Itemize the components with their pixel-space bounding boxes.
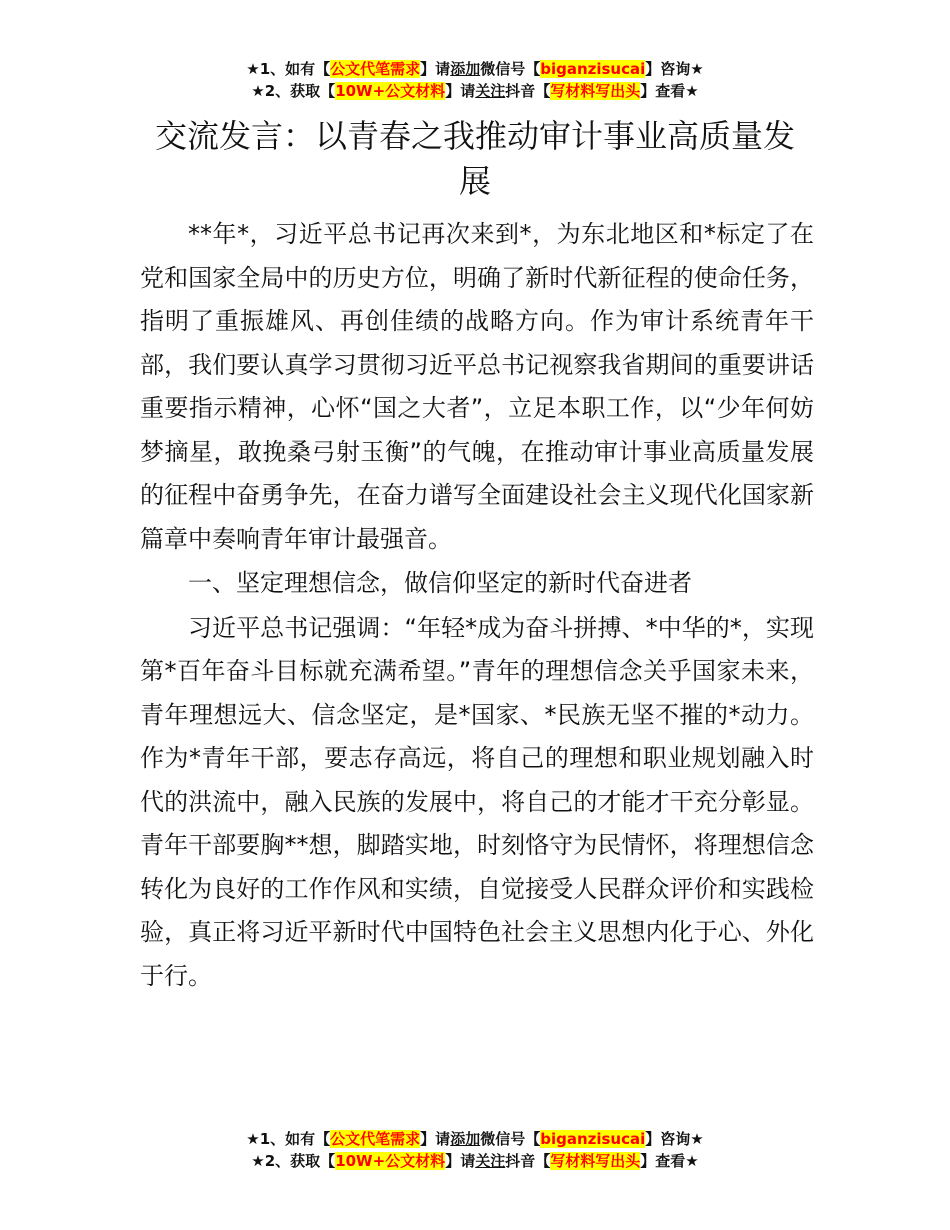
banner-text: 】请 bbox=[420, 60, 451, 78]
highlight-text: 10W+公文材料 bbox=[335, 82, 446, 100]
banner-line-2 bbox=[0, 80, 950, 102]
banner-text: 】请 bbox=[420, 1130, 451, 1148]
banner-line-2 bbox=[0, 1150, 950, 1172]
banner-text: ★2、获取【 bbox=[251, 82, 336, 100]
header-banner bbox=[0, 58, 950, 102]
banner-text: ★2、获取【 bbox=[251, 1152, 336, 1170]
highlight-text: 公文代笔需求 bbox=[330, 1130, 421, 1148]
highlight-text: 10W+公文材料 bbox=[335, 1152, 446, 1170]
banner-text: 微信号【 bbox=[480, 60, 541, 78]
banner-text: 】请 bbox=[445, 82, 476, 100]
wechat-id: biganzisucai bbox=[540, 1130, 646, 1148]
banner-text: ★1、如有【 bbox=[246, 60, 331, 78]
underlined-text: 关注 bbox=[475, 82, 506, 100]
footer-banner bbox=[0, 1128, 950, 1172]
section-heading: 一、坚定理想信念，做信仰坚定的新时代奋进者 bbox=[188, 569, 692, 597]
document-title: 交流发言：以青春之我推动审计事业高质量发展 bbox=[154, 117, 795, 200]
banner-text: 】查看★ bbox=[640, 82, 699, 100]
paragraph-section-1: 习近平总书记强调：“年轻*成为奋斗拼搏、*中华的*，实现第*百年奋斗目标就充满希望。”青年的理想信念关乎国家未来，青年理想远大、信念坚定，是*国家、*民族无坚不摧的*动力。作为*青年干部，要志存高远，将自己的理想和职业规划融入时代的洪流中，融入民族的发展中，将自己的才能才干充分彰显。青年干部要胸**想，脚踏实地，时刻恪守为民情怀，将理想信念转化为良好的工作作风和实绩，自觉接受人民群众评价和实践检验，真正将习近平新时代中国特色社会主义思想内化于心、外化于行。 bbox=[140, 613, 814, 990]
banner-text: 抖音【 bbox=[505, 82, 551, 100]
underlined-text: 添加 bbox=[450, 1130, 481, 1148]
banner-line-1 bbox=[0, 58, 950, 80]
underlined-text: 添加 bbox=[450, 60, 481, 78]
paragraph-intro: **年*，习近平总书记再次来到*，为东北地区和*标定了在党和国家全局中的历史方位，明确了新时代新征程的使命任务，指明了重振雄风、再创佳绩的战略方向。作为审计系统青年干部，我们要认真学习贯彻习近平总书记视察我省期间的重要讲话重要指示精神，心怀“国之大者”，立足本职工作，以“少年何妨梦摘星，敢挽桑弓射玉衡”的气魄，在推动审计事业高质量发展的征程中奋勇争先，在奋力谱写全面建设社会主义现代化国家新篇章中奏响青年审计最强音。 bbox=[140, 220, 814, 553]
douyin-id: 写材料写出头 bbox=[550, 1152, 641, 1170]
highlight-text: 公文代笔需求 bbox=[330, 60, 421, 78]
banner-text: 微信号【 bbox=[480, 1130, 541, 1148]
banner-text: 】请 bbox=[445, 1152, 476, 1170]
douyin-id: 写材料写出头 bbox=[550, 82, 641, 100]
document-body bbox=[140, 213, 814, 998]
banner-text: 】查看★ bbox=[640, 1152, 699, 1170]
underlined-text: 关注 bbox=[475, 1152, 506, 1170]
banner-text: 抖音【 bbox=[505, 1152, 551, 1170]
banner-text: ★1、如有【 bbox=[246, 1130, 331, 1148]
banner-text: 】咨询★ bbox=[645, 1130, 704, 1148]
wechat-id: biganzisucai bbox=[540, 60, 646, 78]
banner-text: 】咨询★ bbox=[645, 60, 704, 78]
banner-line-1 bbox=[0, 1128, 950, 1150]
